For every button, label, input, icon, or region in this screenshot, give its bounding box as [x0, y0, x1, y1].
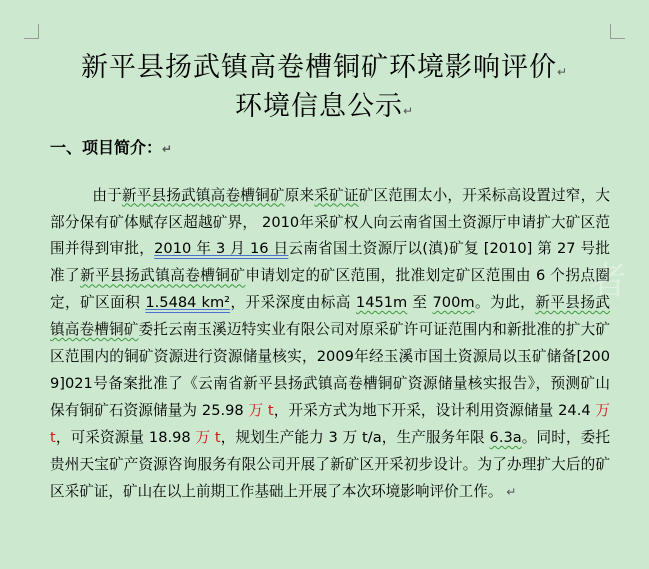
body-text-segment: 2010 年 3 月 16 日 [154, 240, 289, 258]
unit-highlight: 万 t [195, 428, 221, 446]
crop-mark-top-right [610, 24, 625, 39]
paragraph-mark-icon: ↵ [502, 484, 517, 499]
body-text-segment: 。同时，委托贵州天宝矿产资源咨询服务有限公司开展了新矿区开采初步设计。为了办理扩大后的矿区采矿证，矿山在以上前期工作基础上开展了本次环境影响评价工作。 [50, 428, 610, 500]
body-text-segment: 新平县扬武镇高卷槽铜矿 [121, 186, 285, 204]
body-text-segment: ，开采方式为地下开采，设计利用资源储量 24.4 [273, 401, 596, 419]
section-heading [50, 135, 172, 158]
body-text-segment: ，开采深度由标高 [230, 294, 356, 312]
body-text-segment: 委托云南玉溪迈特实业有限公司对原采矿许可证范围内和新批准的扩大矿区范围内的铜矿资源进行资源储量核实，2009年经玉溪市国土资源局以玉矿储备[2009]021号备案批准了《云南省新平县扬武镇高卷槽铜矿资源储量核实报告》，预测矿山保有铜矿石资源储量为 25.98 [50, 321, 610, 419]
title-line1-text: 新平县扬武镇高卷槽铜矿环境影响评价 [80, 52, 557, 83]
body-text-segment: 原来 [284, 186, 315, 204]
body-text-segment: 1.5484 km² [145, 294, 231, 312]
document-title-line2 [20, 84, 629, 123]
paragraph-mark-icon: ↵ [402, 104, 415, 118]
body-paragraph [50, 183, 610, 506]
body-text-segment: ，规划生产能力 3 万 t/a，生产服务年限 [220, 428, 490, 446]
body-text-segment: 700m [432, 294, 475, 312]
body-text-segment: 采矿证 [314, 186, 359, 204]
unit-highlight: 万 t [50, 401, 610, 446]
body-text-segment: 由于 [92, 186, 122, 204]
body-text-segment: 。为此， [474, 294, 536, 312]
body-text-segment: 申请划定的矿区范围，批准划定矿区范围由 6 个拐点圈定，矿区面积 [50, 267, 610, 312]
body-text-segment: 矿区范围太小，开采标高设置过窄，大部分保有矿体赋存区超越矿界， 2010年采矿权人向云南省国土资源厅申请扩大矿区范围并得到审批， [50, 186, 610, 258]
section-heading-text: 一、项目简介： [50, 138, 163, 157]
paragraph-mark-icon: ↵ [556, 65, 569, 79]
body-text-segment: 新平县扬武镇高卷槽铜矿 [80, 267, 246, 285]
body-text-segment: 新平县扬武镇高卷槽铜矿 [50, 294, 610, 339]
watermark: 者 [588, 259, 631, 303]
body-text-segment: 6.3a [489, 428, 522, 446]
paragraph-mark-icon: ↵ [162, 142, 173, 156]
body-text-segment: 1451m [355, 294, 408, 312]
body-text-segment: ，可采资源量 18.98 [55, 428, 196, 446]
body-text-segment: 云南省国土资源厅以(滇)矿复 [2010] 第 27 号批准了 [50, 240, 610, 285]
title-line2-text: 环境信息公示 [234, 91, 403, 122]
unit-highlight: 万 t [248, 401, 274, 419]
crop-mark-top-left [24, 24, 39, 39]
body-text-segment: 至 [407, 294, 433, 312]
document-title-line1 [20, 45, 629, 84]
